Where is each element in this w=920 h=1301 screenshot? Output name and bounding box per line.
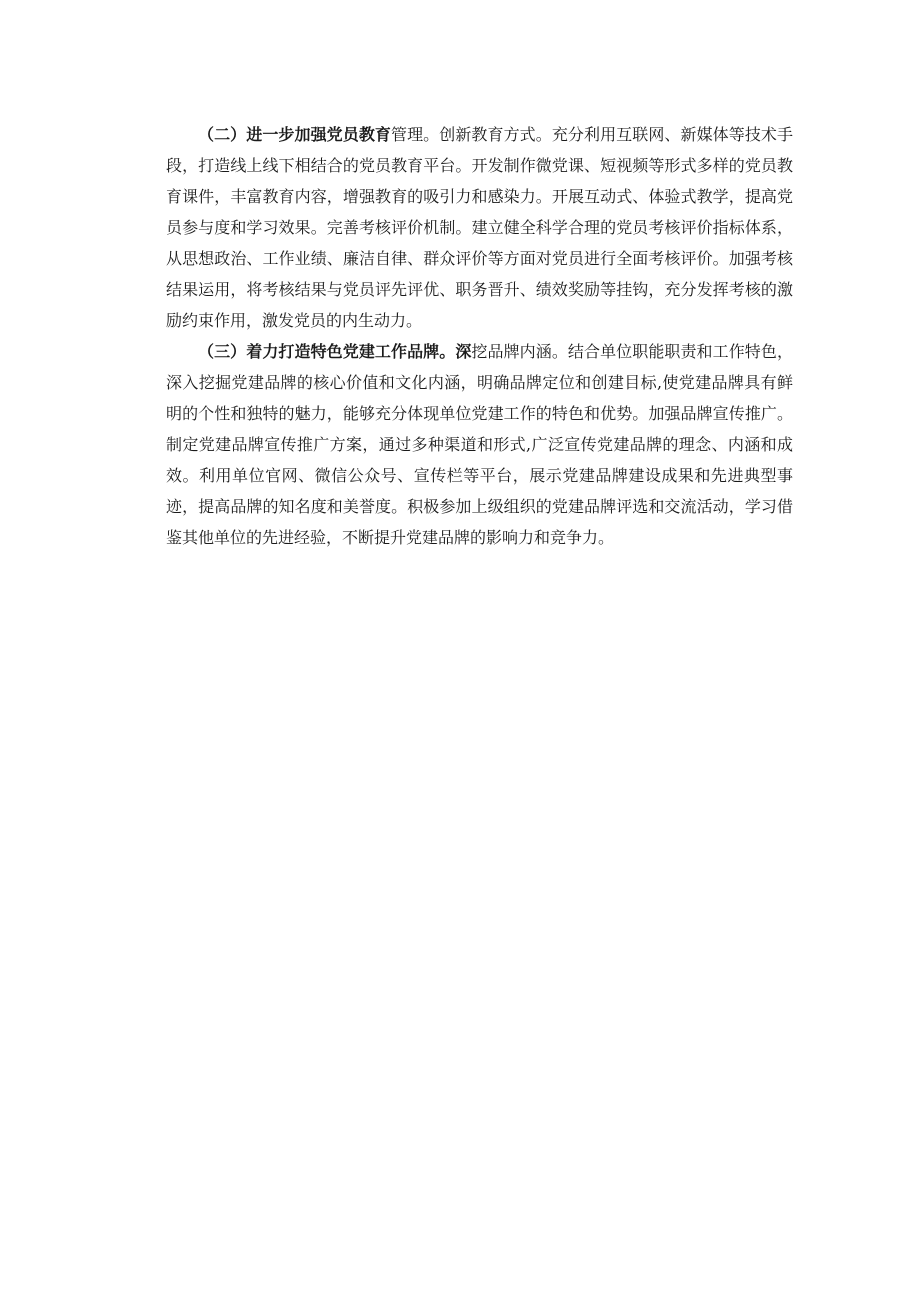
paragraph-heading: （三）着力打造特色党建工作品牌。深	[198, 342, 472, 361]
paragraph-heading: （二）进一步加强党员教育	[198, 125, 391, 144]
document-body	[166, 119, 793, 553]
paragraph-text: 挖品牌内涵。结合单位职能职责和工作特色，深入挖掘党建品牌的核心价值和文化内涵，明确品牌定位和创建目标,使党建品牌具有鲜明的个性和独特的魅力，能够充分体现单位党建工作的特色和优势。加强品牌宣传推广。制定党建品牌宣传推广方案，通过多种渠道和形式,广泛宣传党建品牌的理念、内涵和成效。利用单位官网、微信公众号、宣传栏等平台，展示党建品牌建设成果和先进典型事迹，提高品牌的知名度和美誉度。积极参加上级组织的党建品牌评选和交流活动，学习借鉴其他单位的先进经验，不断提升党建品牌的影响力和竞争力。	[166, 342, 793, 547]
paragraph-party-education	[166, 119, 793, 336]
paragraph-party-brand	[166, 336, 793, 553]
paragraph-text: 管理。创新教育方式。充分利用互联网、新媒体等技术手段，打造线上线下相结合的党员教育平台。开发制作微党课、短视频等形式多样的党员教育课件，丰富教育内容，增强教育的吸引力和感染力。开展互动式、体验式教学，提高党员参与度和学习效果。完善考核评价机制。建立健全科学合理的党员考核评价指标体系，从思想政治、工作业绩、廉洁自律、群众评价等方面对党员进行全面考核评价。加强考核结果运用，将考核结果与党员评先评优、职务晋升、绩效奖励等挂钩，充分发挥考核的激励约束作用，激发党员的内生动力。	[166, 125, 793, 330]
